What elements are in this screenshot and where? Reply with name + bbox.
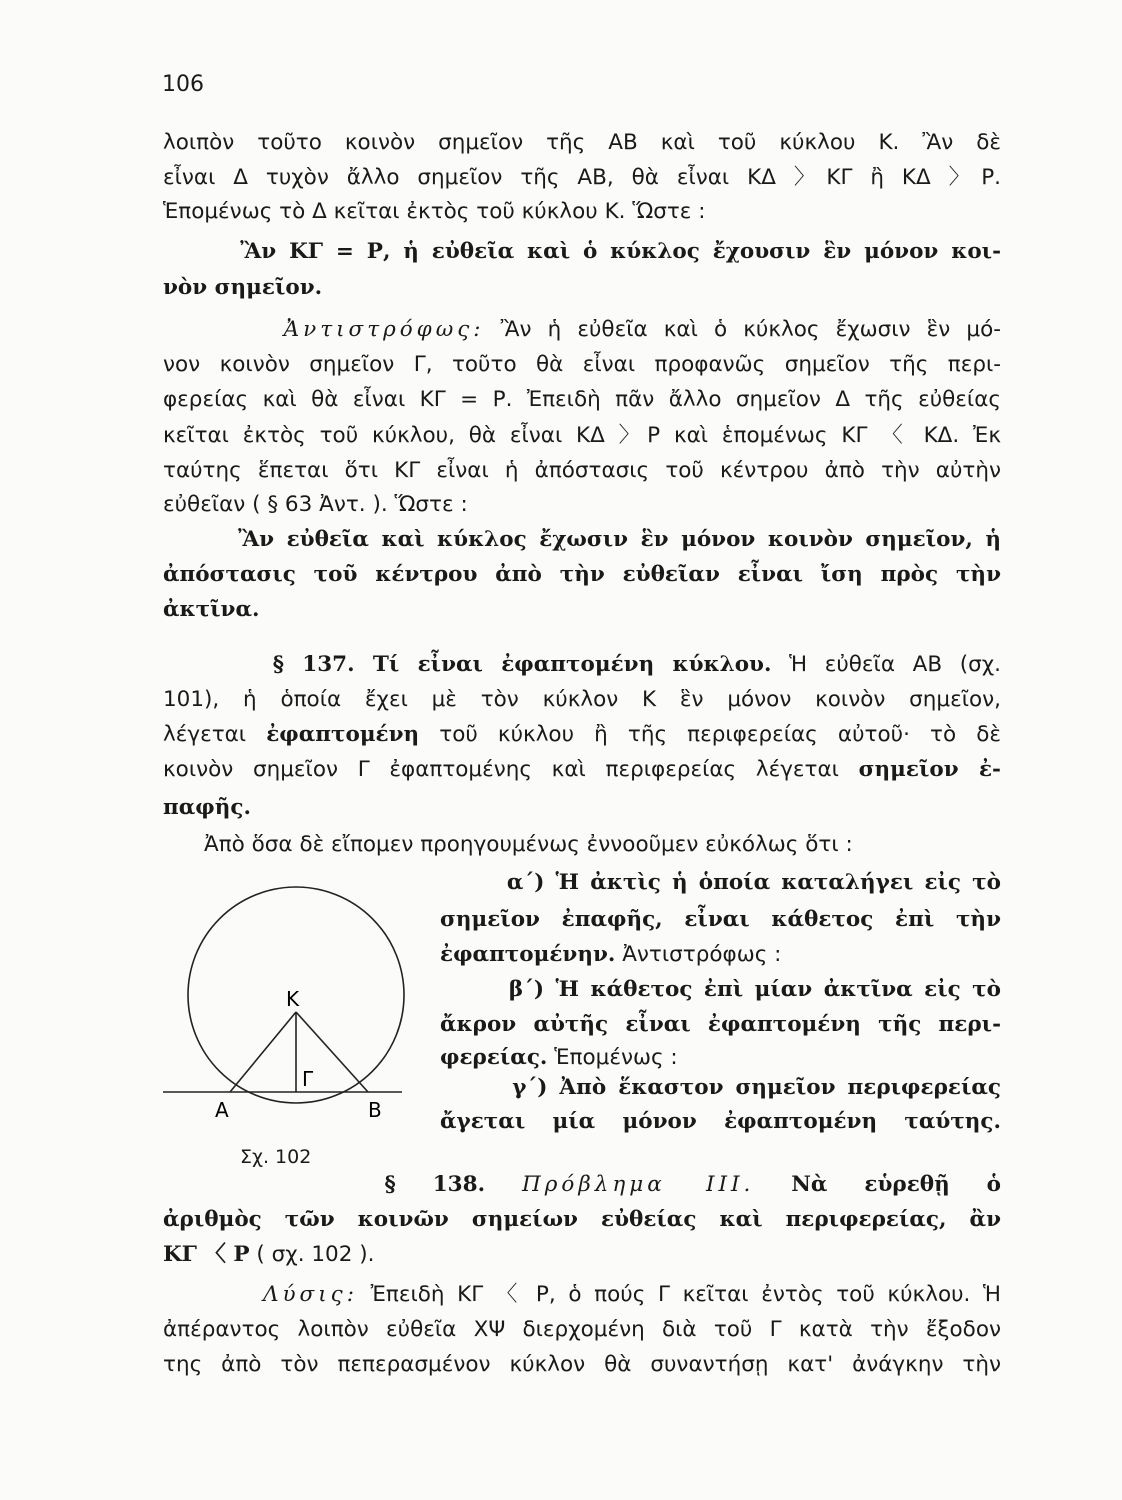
label-a: Α bbox=[215, 1098, 229, 1122]
text-line bbox=[163, 315, 1001, 345]
text-line bbox=[163, 385, 1001, 415]
bold-text: γ΄) Ἀπὸ ἕκαστον σημεῖον περιφερείας bbox=[440, 1075, 1001, 1100]
bold-text: Ἂν ΚΓ = Ρ, ἡ εὐθεῖα καὶ ὁ κύκλος ἔχουσιν ἓν μόνον κοι- bbox=[163, 239, 1001, 264]
text-segment: νον κοινὸν σημεῖον Γ, τοῦτο θὰ εἶναι προφανῶς σημεῖον τῆς περι- bbox=[163, 352, 1001, 377]
text-line bbox=[163, 1350, 1001, 1380]
bold-text: ἄκρον αὐτῆς εἶναι ἐφαπτομένη τῆς περι- bbox=[440, 1012, 1001, 1037]
text-segment: λοιπὸν τοῦτο κοινὸν σημεῖον τῆς ΑΒ καὶ τοῦ κύκλου Κ. Ἂν δὲ bbox=[163, 130, 1001, 155]
bold-text: § 137. Τί εἶναι ἐφαπτομένη κύκλου. bbox=[163, 652, 772, 677]
text-line bbox=[163, 650, 1001, 680]
text-line bbox=[440, 1043, 1001, 1073]
italic-text: Λύσις: bbox=[163, 1282, 358, 1307]
bold-text: β΄) Ἡ κάθετος ἐπὶ μίαν ἀκτῖνα εἰς τὸ bbox=[440, 977, 1001, 1002]
text-line bbox=[163, 197, 1001, 227]
bold-text: ἐφαπτομένην. bbox=[440, 942, 616, 967]
bold-text: § 138. bbox=[163, 1172, 522, 1197]
text-segment: ( σχ. 102 ). bbox=[249, 1242, 375, 1267]
bold-text: Ἂν εὐθεῖα καὶ κύκλος ἔχωσιν ἓν μόνον κοινὸν σημεῖον, ἡ bbox=[163, 527, 1001, 552]
text-segment: ἀπέραντος λοιπὸν εὐθεῖα ΧΨ διερχομένη διὰ τοῦ Γ κατὰ τὴν ἔξοδον bbox=[163, 1317, 1001, 1342]
text-line bbox=[163, 560, 1001, 590]
text-segment: Ἑπομένως τὸ Δ κεῖται ἐκτὸς τοῦ κύκλου Κ. Ὥστε : bbox=[163, 199, 706, 224]
text-line bbox=[163, 720, 1001, 750]
text-line bbox=[163, 350, 1001, 380]
bold-text: ἀριθμὸς τῶν κοινῶν σημείων εὐθείας καὶ περιφερείας, ἂν bbox=[163, 1207, 1001, 1232]
text-line bbox=[163, 237, 1001, 267]
text-line bbox=[163, 490, 1001, 520]
text-line bbox=[163, 830, 1001, 860]
text-line bbox=[163, 595, 1001, 625]
bold-text: ἐφαπτομένη bbox=[266, 722, 420, 747]
bold-text: σημεῖον ἐ- bbox=[858, 757, 1001, 782]
text-segment: εἶναι Δ τυχὸν ἄλλο σημεῖον τῆς ΑΒ, θὰ εἶναι ΚΔ 〉ΚΓ ἢ ΚΔ 〉Ρ. bbox=[163, 165, 1001, 190]
text-line bbox=[163, 1240, 1001, 1270]
bold-text: ἀπόστασις τοῦ κέντρου ἀπὸ τὴν εὐθεῖαν εἶναι ἴση πρὸς τὴν bbox=[163, 562, 1001, 587]
bold-text: α΄) Ἡ ἀκτὶς ἡ ὁποία καταλήγει εἰς τὸ bbox=[440, 870, 1001, 895]
text-line bbox=[163, 793, 1001, 823]
text-line bbox=[163, 525, 1001, 555]
text-segment: Ἡ εὐθεῖα ΑΒ (σχ. bbox=[771, 652, 1001, 677]
bold-text: παφῆς. bbox=[163, 795, 251, 820]
text-segment: τοῦ κύκλου ἢ τῆς περιφερείας αὐτοῦ· τὸ δὲ bbox=[419, 722, 1001, 747]
text-line bbox=[163, 456, 1001, 486]
text-segment: κεῖται ἐκτὸς τοῦ κύκλου, θὰ εἶναι ΚΔ 〉Ρ καὶ ἑπομένως ΚΓ 〈 ΚΔ. Ἐκ bbox=[163, 423, 1001, 448]
bold-text: φερείας. bbox=[440, 1045, 548, 1070]
bold-text: σημεῖον ἐπαφῆς, εἶναι κάθετος ἐπὶ τὴν bbox=[440, 907, 1001, 932]
text-segment: ταύτης ἕπεται ὅτι ΚΓ εἶναι ἡ ἀπόστασις τοῦ κέντρου ἀπὸ τὴν αὐτὴν bbox=[163, 458, 1001, 483]
label-k: Κ bbox=[286, 987, 300, 1011]
text-segment: λέγεται bbox=[163, 722, 267, 747]
text-segment: 101), ἡ ὁποία ἔχει μὲ τὸν κύκλον Κ ἓν μόνον κοινὸν σημεῖον, bbox=[163, 687, 1001, 712]
figure-102 bbox=[150, 870, 440, 1180]
text-line bbox=[163, 1205, 1001, 1235]
text-line bbox=[163, 421, 1001, 451]
text-line bbox=[163, 755, 1001, 785]
text-line bbox=[440, 940, 1001, 970]
bold-text: ἄγεται μία μόνον ἐφαπτομένη ταύτης. bbox=[440, 1109, 1001, 1134]
text-line bbox=[440, 868, 1001, 898]
text-line bbox=[163, 1315, 1001, 1345]
text-segment: κοινὸν σημεῖον Γ ἐφαπτομένης καὶ περιφερείας λέγεται bbox=[163, 757, 859, 782]
text-line bbox=[440, 1073, 1001, 1103]
text-line bbox=[163, 273, 1001, 303]
text-line bbox=[163, 1280, 1001, 1310]
text-line bbox=[440, 975, 1001, 1005]
text-line bbox=[440, 1107, 1001, 1137]
bold-text: νὸν σημεῖον. bbox=[163, 275, 323, 300]
text-segment: Ἀντιστρόφως : bbox=[615, 942, 782, 967]
text-line bbox=[163, 128, 1001, 158]
text-segment: Ἑπομένως : bbox=[547, 1045, 678, 1070]
text-line bbox=[440, 905, 1001, 935]
page-number: 106 bbox=[162, 72, 204, 97]
italic-text: Ἀντιστρόφως: bbox=[163, 317, 485, 342]
text-line bbox=[163, 685, 1001, 715]
text-segment: φερείας καὶ θὰ εἶναι ΚΓ = Ρ. Ἐπειδὴ πᾶν ἄλλο σημεῖον Δ τῆς εὐθείας bbox=[163, 387, 1001, 412]
text-segment: εὐθεῖαν ( § 63 Ἀντ. ). Ὥστε : bbox=[163, 492, 468, 517]
label-g: Γ bbox=[302, 1067, 314, 1091]
italic-text: Πρόβλημα ΙΙΙ. bbox=[522, 1172, 755, 1197]
text-segment: της ἀπὸ τὸν πεπερασμένον κύκλον θὰ συναντήσῃ κατ' ἀνάγκην τὴν bbox=[163, 1352, 1001, 1377]
text-line bbox=[440, 1010, 1001, 1040]
bold-text: ἀκτῖνα. bbox=[163, 597, 260, 622]
radius-ka bbox=[230, 1012, 296, 1092]
text-segment: Ἀπὸ ὅσα δὲ εἴπομεν προηγουμένως ἐννοοῦμεν εὐκόλως ὅτι : bbox=[163, 832, 853, 857]
label-b: Β bbox=[368, 1098, 382, 1122]
bold-text: Νὰ εὑρεθῇ ὁ bbox=[754, 1172, 1001, 1197]
text-segment: Ἐπειδὴ ΚΓ 〈 Ρ, ὁ πούς Γ κεῖται ἐντὸς τοῦ κύκλου. Ἡ bbox=[357, 1282, 1001, 1307]
text-segment: Ἂν ἡ εὐθεῖα καὶ ὁ κύκλος ἔχωσιν ἓν μό- bbox=[484, 317, 1001, 342]
text-line bbox=[163, 163, 1001, 193]
figure-caption: Σχ. 102 bbox=[240, 1146, 312, 1168]
bold-text: ΚΓ 〈 Ρ bbox=[163, 1242, 250, 1267]
